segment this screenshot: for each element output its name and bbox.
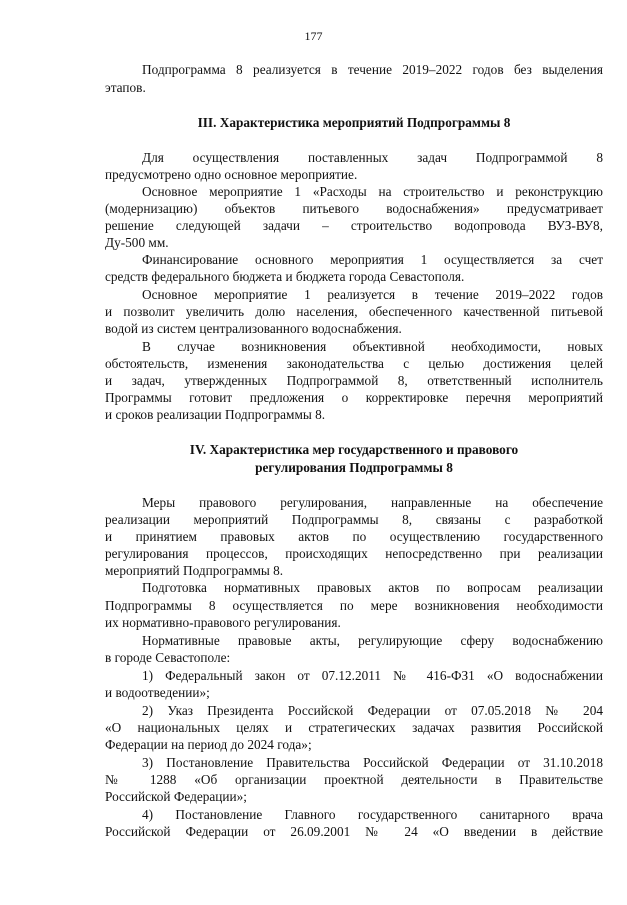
list-item-line: № 1288 «Об организации проектной деятельности в Правительстве — [105, 772, 603, 787]
list-item-line: «О национальных целях и стратегических задачах развития Российской — [105, 720, 603, 735]
section-heading: III. Характеристика мероприятий Подпрограммы 8 — [197, 115, 511, 130]
page-number: 177 — [304, 29, 323, 43]
paragraph-line: мероприятий Подпрограммы 8. — [105, 563, 284, 578]
list-item-line: 4) Постановление Главного государственного санитарного врача — [142, 807, 603, 822]
paragraph-line: предусмотрено одно основное мероприятие. — [105, 167, 358, 182]
intro-line: этапов. — [105, 80, 146, 95]
paragraph-line: (модернизацию) объектов питьевого водоснабжения» предусматривает — [105, 201, 603, 216]
paragraph-line: Подпрограммы 8 осуществляется по мере возникновения необходимости — [105, 598, 603, 613]
paragraph-line: реализации мероприятий Подпрограммы 8, связаны с разработкой — [105, 512, 603, 527]
paragraph-line: решение следующей задачи – строительство водопровода ВУЗ-ВУ8, — [105, 218, 603, 233]
paragraph-line: и принятием правовых актов по осуществлению государственного — [105, 529, 603, 544]
paragraph-line: Основное мероприятие 1 реализуется в течение 2019–2022 годов — [142, 287, 603, 302]
paragraph-line: в городе Севастополе: — [105, 650, 231, 665]
list-item-line: 2) Указ Президента Российской Федерации от 07.05.2018 № 204 — [142, 703, 603, 718]
paragraph-line: Подготовка нормативных правовых актов по вопросам реализации — [142, 580, 603, 595]
section-heading: IV. Характеристика мер государственного и правового — [189, 442, 519, 457]
list-item-line: 1) Федеральный закон от 07.12.2011 № 416-ФЗ1 «О водоснабжении — [142, 668, 603, 683]
list-item-line: и водоотведении»; — [105, 685, 210, 700]
paragraph-line: Программы готовит предложения о корректировке перечня мероприятий — [105, 390, 603, 405]
list-item-line: Российской Федерации от 26.09.2001 № 24 «О введении в действие — [105, 824, 603, 839]
paragraph-line: Нормативные правовые акты, регулирующие сферу водоснабжению — [142, 633, 603, 648]
section-heading: регулирования Подпрограммы 8 — [255, 460, 453, 475]
intro-line: Подпрограмма 8 реализуется в течение 2019–2022 годов без выделения — [142, 62, 603, 77]
paragraph-line: Финансирование основного мероприятия 1 осуществляется за счет — [142, 252, 603, 267]
list-item-line: Федерации на период до 2024 года»; — [105, 737, 312, 752]
paragraph-line: В случае возникновения объективной необходимости, новых — [142, 339, 603, 354]
paragraph-line: Ду-500 мм. — [105, 235, 169, 250]
paragraph-line: средств федерального бюджета и бюджета города Севастополя. — [105, 269, 465, 284]
paragraph-line: их нормативно-правового регулирования. — [105, 615, 341, 630]
paragraph-line: и задач, утвержденных Подпрограммой 8, ответственный исполнитель — [105, 373, 603, 388]
list-item-line: 3) Постановление Правительства Российской Федерации от 31.10.2018 — [142, 755, 603, 770]
paragraph-line: водой из систем централизованного водоснабжения. — [105, 321, 402, 336]
paragraph-line: и позволит увеличить долю населения, обеспеченного качественной питьевой — [105, 304, 603, 319]
paragraph-line: Основное мероприятие 1 «Расходы на строительство и реконструкцию — [142, 184, 603, 199]
list-item-line: Российской Федерации»; — [105, 789, 247, 804]
paragraph-line: и сроков реализации Подпрограммы 8. — [105, 407, 326, 422]
paragraph-line: регулирования процессов, происходящих непосредственно при реализации — [105, 546, 603, 561]
paragraph-line: Меры правового регулирования, направленные на обеспечение — [142, 495, 603, 510]
paragraph-line: обстоятельств, изменения законодательства с целью достижения целей — [105, 356, 603, 371]
paragraph-line: Для осуществления поставленных задач Подпрограммой 8 — [142, 150, 603, 165]
